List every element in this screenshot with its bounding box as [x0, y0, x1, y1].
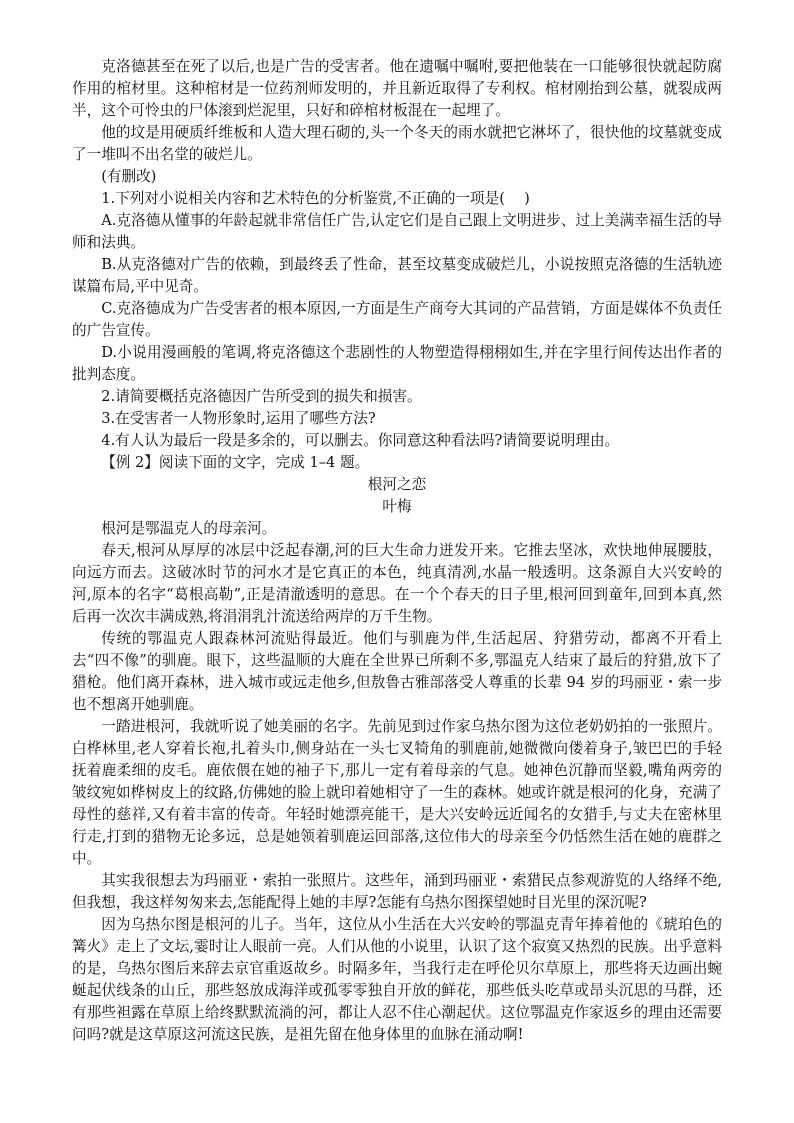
example-2-heading: 【例 2】阅读下面的文字，完成 1–4 题。 [101, 454, 370, 471]
essay-paragraph: 传统的鄂温克人跟森林河流贴得最近。他们与驯鹿为伴,生活起居、狩猎劳动，都离不开看上去“四不像”的驯鹿。眼下，这些温顺的大鹿在全世界已所剩不多,鄂温克人结束了最后的狩猎,放下了猎枪。他们离开森林，进入城市或远走他乡,但敖鲁古雅部落受人尊重的长辈 94 岁的玛丽亚・索一步也不想离开她驯鹿。 [72, 630, 722, 713]
essay-paragraph: 其实我很想去为玛丽亚・索拍一张照片。这些年，涌到玛丽亚・索猎民点参观游览的人络绎不绝,但我想，我这样匆匆来去,怎能配得上她的丰厚?怎能有乌热尔图探望她时目光里的深沉呢? [72, 872, 722, 911]
option-b: B.从克洛德对广告的依赖，到最终丢了性命，甚至坟墓变成破烂儿，小说按照克洛德的生活轨迹谋篇布局,平中见奇。 [72, 256, 722, 295]
question-1: 1.下列对小说相关内容和艺术特色的分析鉴赏,不正确的一项是( ) [101, 190, 530, 207]
essay-paragraph: 春天,根河从厚厚的冰层中泛起春潮,河的巨大生命力迸发开来。它推去坚冰，欢快地伸展腰肢，向远方而去。这破冰时节的河水才是它真正的本色，纯真清冽,水晶一般透明。这条源自大兴安岭的河,原本的名字“葛根高勒”,正是清澈透明的意思。在一个个春天的日子里,根河回到童年,回到本真,然后再一次次丰满成熟,将涓涓乳汁流送给两岸的万千生物。 [72, 542, 722, 625]
essay-paragraph: 一踏进根河，我就听说了她美丽的名字。先前见到过作家乌热尔图为这位老奶奶拍的一张照片。白桦林里,老人穿着长袍,扎着头巾,侧身站在一头七叉犄角的驯鹿前,她微微向偻着身子,皱巴巴的手轻抚着鹿柔细的皮毛。鹿依偎在她的袖子下,那儿一定有着母亲的气息。她神色沉静而坚毅,嘴角两旁的皱纹宛如桦树皮上的纹路,仿佛她的脸上就印着她相守了一生的森林。她或许就是根河的化身，充满了母性的慈祥,又有着丰富的传奇。年轻时她漂亮能干，是大兴安岭远近闻名的女猎手,与丈夫在密林里行走,打到的猎物无论多远，总是她领着驯鹿运回部落,这位伟大的母亲至今仍恬然生活在她的鹿群之中。 [72, 718, 722, 867]
option-d: D.小说用漫画般的笔调,将克洛德这个悲剧性的人物塑造得栩栩如生,并在字里行间传达出作者的批判态度。 [72, 344, 722, 383]
essay-paragraph: 因为乌热尔图是根河的儿子。当年，这位从小生活在大兴安岭的鄂温克青年捧着他的《琥珀色的篝火》走上了文坛,霎时让人眼前一亮。人们从他的小说里，认识了这个寂寞又热烈的民族。出乎意料的是，乌热尔图后来辞去京官重返故乡。时隔多年，当我行走在呼伦贝尔草原上，那些将天边画出蜿蜒起伏线条的山丘，那些怒放成海洋或孤零零独自开放的鲜花，那些低头吃草或昂头沉思的马群，还有那些袒露在草原上给终默默流淌的河，都让人忍不住心潮起伏。这位鄂温克作家返乡的理由还需要问吗?就是这草原这河流这民族，是祖先留在他身体里的血脉在涌动啊! [72, 916, 722, 1043]
question-2: 2.请简要概括克洛德因广告所受到的损失和损害。 [101, 388, 422, 405]
essay-author: 叶梅 [382, 498, 412, 515]
question-3: 3.在受害者一人物形象时,运用了哪些方法? [101, 410, 376, 427]
option-a: A.克洛德从懂事的年龄起就非常信任广告,认定它们是自己跟上文明进步、过上美满幸福生活的导师和法典。 [72, 212, 722, 251]
essay-paragraph: 根河是鄂温克人的母亲河。 [101, 520, 277, 537]
document-page [72, 56, 722, 1046]
story-paragraph: 他的坟是用硬质纤维板和人造大理石砌的,头一个冬天的雨水就把它淋坏了，很快他的坟墓就变成了一堆叫不出名堂的破烂儿。 [72, 124, 722, 163]
question-4: 4.有人认为最后一段是多余的，可以删去。你同意这种看法吗?请简要说明理由。 [101, 432, 620, 449]
essay-title: 根河之恋 [367, 476, 427, 493]
source-note: (有删改) [101, 168, 157, 185]
option-c: C.克洛德成为广告受害者的根本原因,一方面是生产商夸大其词的产品营销，方面是媒体不负责任的广告宣传。 [72, 300, 722, 339]
story-paragraph: 克洛德甚至在死了以后,也是广告的受害者。他在遗嘱中嘱咐,要把他装在一口能够很快就起防腐作用的棺材里。这种棺材是一位药剂师发明的，并且新近取得了专利权。棺材刚抬到公墓，就裂成两半，这个可怜虫的尸体滚到烂泥里，只好和碎棺材板混在一起埋了。 [72, 58, 722, 119]
